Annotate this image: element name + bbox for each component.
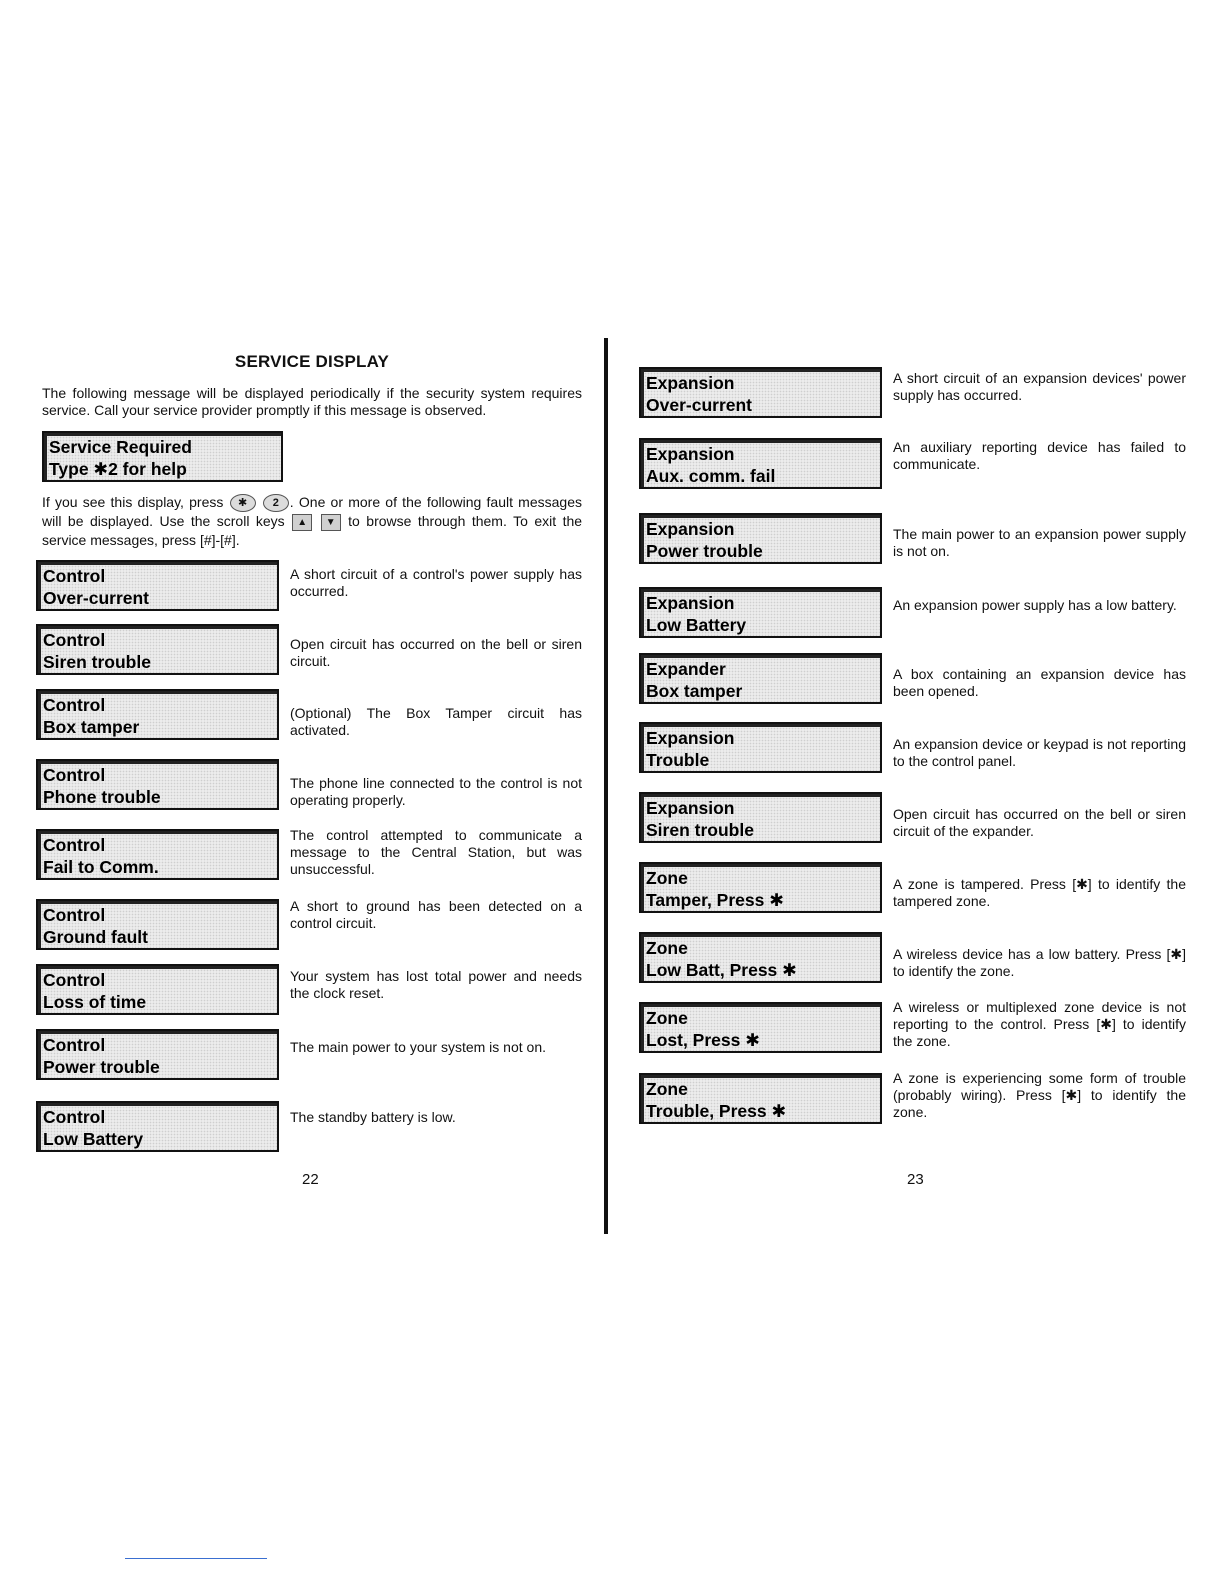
lcd-line-2: Over-current xyxy=(43,588,150,608)
help-text-1: If you see this display, press xyxy=(42,494,224,510)
lcd-control-loss-of-time xyxy=(36,964,279,1015)
lcd-control-fail-to-comm xyxy=(36,829,279,880)
star-key-icon: ✱ xyxy=(230,494,256,512)
lcd-line-1: Zone xyxy=(646,1008,688,1028)
description-control-over-current: A short circuit of a control's power supply has occurred. xyxy=(290,566,582,599)
lcd-zone-trouble xyxy=(639,1073,882,1124)
lcd-line-1: Expansion xyxy=(646,593,735,613)
description-control-low-battery: The standby battery is low. xyxy=(290,1109,456,1125)
lcd-line-1: Expansion xyxy=(646,519,735,539)
description-control-loss-of-time: Your system has lost total power and needs the clock reset. xyxy=(290,968,582,1001)
lcd-control-low-battery xyxy=(36,1101,279,1152)
lcd-line-1: Zone xyxy=(646,868,688,888)
lcd-line-2: Box tamper xyxy=(43,717,140,737)
lcd-line-2: Fail to Comm. xyxy=(43,857,159,877)
lcd-expansion-low-battery xyxy=(639,587,882,638)
lcd-line-1: Expander xyxy=(646,659,726,679)
two-key-icon: 2 xyxy=(263,494,289,512)
lcd-line-2: Box tamper xyxy=(646,681,743,701)
description-expansion-siren-trouble: Open circuit has occurred on the bell or siren circuit of the expander. xyxy=(893,806,1186,839)
scroll-up-key-icon: ▲ xyxy=(292,514,312,531)
lcd-line-2: Loss of time xyxy=(43,992,147,1012)
lcd-line-2: Power trouble xyxy=(43,1057,160,1077)
lcd-line-2: Ground fault xyxy=(43,927,148,947)
description-control-power-trouble: The main power to your system is not on. xyxy=(290,1039,546,1055)
lcd-line-2: Siren trouble xyxy=(646,820,754,840)
description-control-box-tamper: (Optional) The Box Tamper circuit has activated. xyxy=(290,705,582,738)
lcd-line-1: Zone xyxy=(646,938,688,958)
lcd-expansion-power-trouble xyxy=(639,513,882,564)
lcd-line-1: Expansion xyxy=(646,444,735,464)
page-number: 22 xyxy=(302,1171,319,1188)
lcd-line-1: Zone xyxy=(646,1079,688,1099)
lcd-line-2: Trouble, Press ✱ xyxy=(646,1101,787,1121)
lcd-expansion-trouble xyxy=(639,722,882,773)
lcd-line-1: Control xyxy=(43,695,106,715)
lcd-expansion-siren-trouble xyxy=(639,792,882,843)
lcd-line-1: Expansion xyxy=(646,373,735,393)
lcd-line-2: Power trouble xyxy=(646,541,763,561)
lcd-line-1: Control xyxy=(43,905,106,925)
lcd-line-1: Control xyxy=(43,1035,106,1055)
lcd-expansion-over-current xyxy=(639,367,882,418)
lcd-control-box-tamper xyxy=(36,689,279,740)
description-expansion-aux-comm-fail: An auxiliary reporting device has failed to communicate. xyxy=(893,439,1186,472)
lcd-control-siren-trouble xyxy=(36,624,279,675)
lcd-line-2: Phone trouble xyxy=(43,787,161,807)
lcd-line-2: Trouble xyxy=(646,750,710,770)
description-zone-trouble: A zone is experiencing some form of trouble (probably wiring). Press [✱] to identify the zone. xyxy=(893,1070,1186,1120)
lcd-control-power-trouble xyxy=(36,1029,279,1080)
lcd-line-2: Aux. comm. fail xyxy=(646,466,776,486)
lcd-line-1: Control xyxy=(43,1107,106,1127)
help-text-3: to browse through them. To exit the service messages, press [#]-[#]. xyxy=(42,513,583,549)
lcd-line-2: Siren trouble xyxy=(43,652,151,672)
description-expander-box-tamper: A box containing an expansion device has been opened. xyxy=(893,666,1186,699)
description-expansion-trouble: An expansion device or keypad is not reporting to the control panel. xyxy=(893,736,1186,769)
lcd-zone-low-batt xyxy=(639,932,882,983)
lcd-control-over-current xyxy=(36,560,279,611)
lcd-control-ground-fault xyxy=(36,899,279,950)
description-zone-low-batt: A wireless device has a low battery. Press [✱] to identify the zone. xyxy=(893,946,1186,979)
lcd-line-2: Low Battery xyxy=(43,1129,144,1149)
description-control-phone-trouble: The phone line connected to the control is not operating properly. xyxy=(290,775,582,808)
description-expansion-power-trouble: The main power to an expansion power supply is not on. xyxy=(893,526,1186,559)
service-required-display xyxy=(42,431,283,482)
lcd-line-2: Low Battery xyxy=(646,615,747,635)
lcd-expansion-aux-comm-fail xyxy=(639,438,882,489)
help-paragraph xyxy=(42,493,582,549)
lcd-zone-lost xyxy=(639,1002,882,1053)
lcd-line-1: Control xyxy=(43,630,106,650)
description-control-ground-fault: A short to ground has been detected on a control circuit. xyxy=(290,898,582,931)
footer-rule xyxy=(125,1558,267,1559)
lcd-line-2: Tamper, Press ✱ xyxy=(646,890,784,910)
lcd-expander-box-tamper xyxy=(639,653,882,704)
lcd-line-1: Control xyxy=(43,835,106,855)
description-expansion-low-battery: An expansion power supply has a low battery. xyxy=(893,597,1177,613)
description-control-siren-trouble: Open circuit has occurred on the bell or siren circuit. xyxy=(290,636,582,669)
lcd-line-1: Control xyxy=(43,765,106,785)
display-line-1: Service Required xyxy=(49,437,192,457)
lcd-line-2: Over-current xyxy=(646,395,753,415)
lcd-line-1: Expansion xyxy=(646,798,735,818)
book-spine xyxy=(604,338,608,1234)
intro-paragraph: The following message will be displayed periodically if the security system requires service. Call your service provider promptly if this message is observed. xyxy=(42,385,582,418)
page-title: SERVICE DISPLAY xyxy=(234,352,390,371)
page-number: 23 xyxy=(907,1171,924,1188)
lcd-line-1: Control xyxy=(43,970,106,990)
description-zone-lost: A wireless or multiplexed zone device is not reporting to the control. Press [✱] to identify the zone. xyxy=(893,999,1186,1049)
lcd-control-phone-trouble xyxy=(36,759,279,810)
description-zone-tamper: A zone is tampered. Press [✱] to identify the tampered zone. xyxy=(893,876,1186,909)
lcd-line-1: Control xyxy=(43,566,106,586)
description-expansion-over-current: A short circuit of an expansion devices' power supply has occurred. xyxy=(893,370,1186,403)
scroll-down-key-icon: ▼ xyxy=(321,514,341,531)
lcd-line-2: Low Batt, Press ✱ xyxy=(646,960,797,980)
help-text-2: . One or more of the following fault messages will be displayed. Use the scroll keys xyxy=(42,494,582,530)
lcd-line-1: Expansion xyxy=(646,728,735,748)
lcd-zone-tamper xyxy=(639,862,882,913)
description-control-fail-to-comm: The control attempted to communicate a message to the Central Station, but was unsuccessful. xyxy=(290,827,582,877)
display-line-2: Type ✱2 for help xyxy=(49,459,187,479)
lcd-line-2: Lost, Press ✱ xyxy=(646,1030,760,1050)
